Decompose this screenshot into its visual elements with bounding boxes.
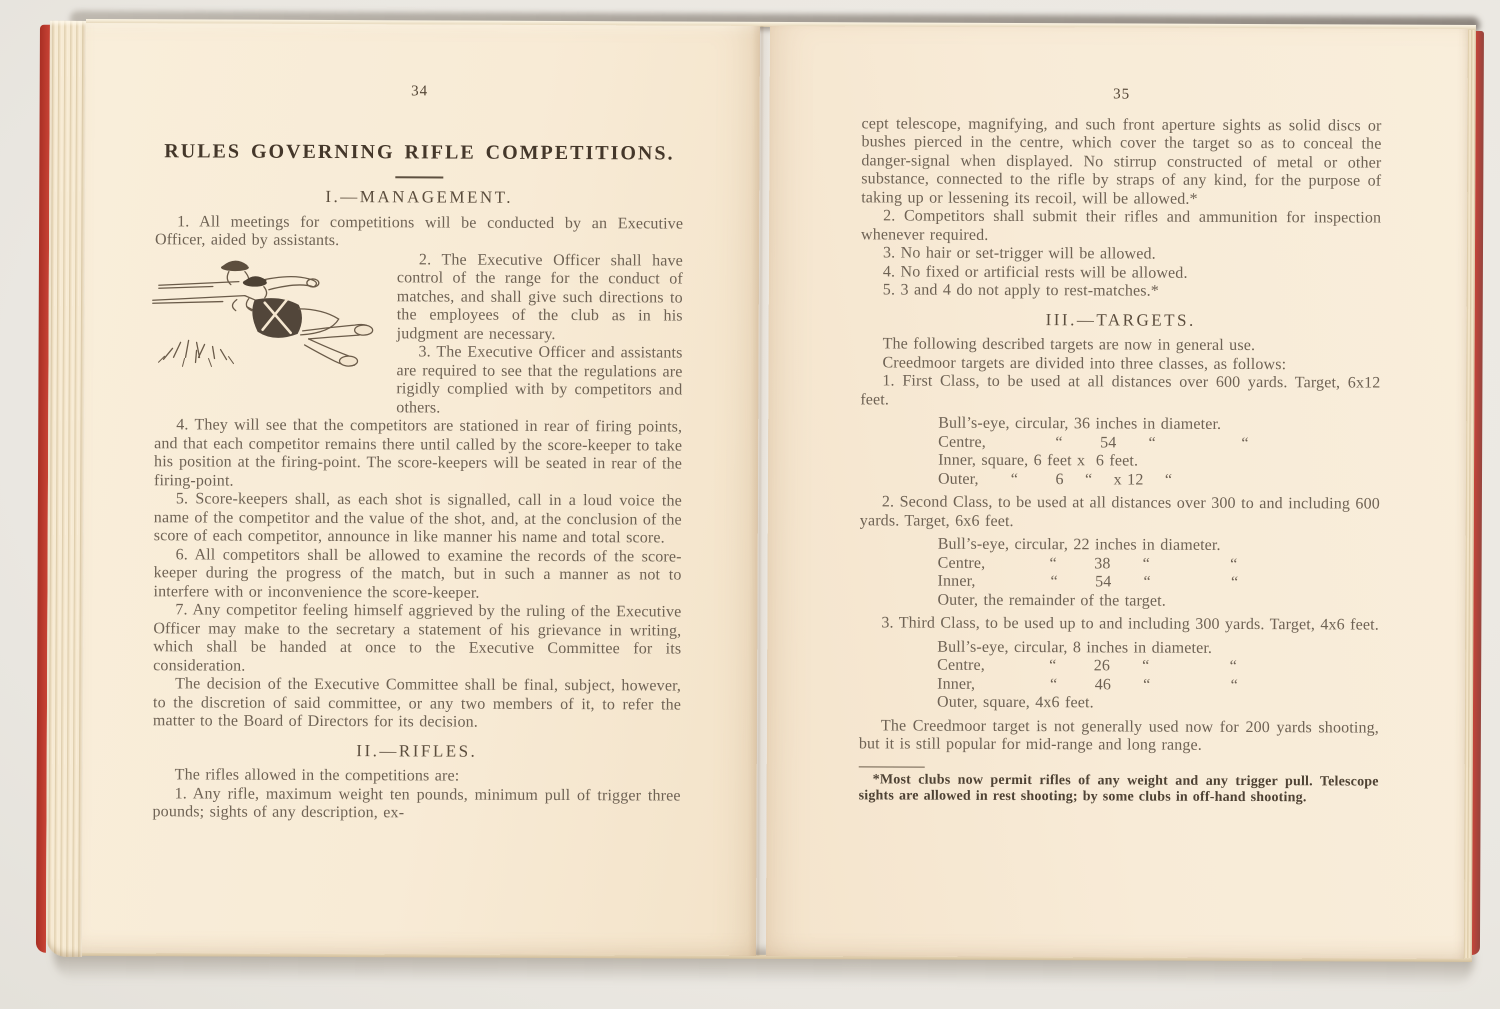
- spec-line: Bull’s-eye, circular, 22 inches in diameter.: [937, 535, 1221, 554]
- paragraph-committee-decision: The decision of the Executive Committee shall be final, subject, however, to the discretion of said committee, or any two members of it, to refer the matter to the Board of Directors for its decision.: [152, 675, 682, 731]
- section-heading-rifles: II.—RIFLES.: [356, 740, 478, 761]
- paragraph-management-6: 6. All competitors shall be allowed to examine the records of the score-keeper during the progress of the match, but in such a manner as not to interfere with or inconvenience the score-keeper.: [153, 545, 682, 602]
- rule-item-4: 4. No fixed or artificial rests will be allowed.: [882, 262, 1188, 282]
- paragraph-rifles-intro: The rifles allowed in the competitions are:: [174, 766, 460, 785]
- spec-line: Inner, “ 46 “ “: [937, 675, 1238, 694]
- page-stack-left-edge: [46, 21, 86, 957]
- target-spec-third-class: [937, 638, 1379, 714]
- spec-line: Outer, the remainder of the target.: [937, 591, 1166, 610]
- target-spec-second-class: [937, 536, 1379, 612]
- footnote-rule: [859, 766, 925, 767]
- section-heading-targets: III.—TARGETS.: [1045, 309, 1196, 330]
- rule-item-3: 3. No hair or set-trigger will be allowed.: [882, 244, 1156, 263]
- paragraph-management-5: 5. Score-keepers shall, as each shot is signalled, call in a loud voice the name of the competitor and the value of the shot, and, at the conclusion of the score of each competitor, announce in like manner his name and total score.: [153, 490, 682, 547]
- page-number-right: 35: [1113, 86, 1131, 103]
- spec-line: Centre, “ 54 “ “: [938, 433, 1249, 452]
- paragraph-management-3: 3. The Executive Officer and assistants are required to see that the regulations are rigidly complied with by competitors and others.: [396, 343, 683, 416]
- spec-line: Inner, square, 6 feet x 6 feet.: [938, 451, 1139, 470]
- open-book: [36, 19, 1484, 967]
- spec-line: Centre, “ 26 “ “: [937, 656, 1237, 675]
- paragraph-second-class: 2. Second Class, to be used at all distances over 300 to and including 600 yards. Target, 6x6 feet.: [859, 493, 1380, 530]
- paragraph-rifles-1: 1. Any rifle, maximum weight ten pounds, minimum pull of trigger three pounds; sights of any description, ex-: [152, 784, 681, 822]
- page-34: [82, 23, 760, 956]
- paragraph-management-2: 2. The Executive Officer shall have control of the range for the conduct of matches, and shall give such directions to the employees of the club as in his judgment are necessary.: [396, 250, 683, 343]
- spec-line: Bull’s-eye, circular, 36 inches in diameter.: [938, 414, 1222, 433]
- target-spec-first-class: [938, 415, 1380, 491]
- title-rule: [395, 176, 443, 178]
- book-gutter-crease: [748, 26, 772, 956]
- page-title: RULES GOVERNING RIFLE COMPETITIONS.: [164, 139, 675, 165]
- spec-line: Outer, “ 6 “ x 12 “: [937, 470, 1173, 489]
- footnote: *Most clubs now permit rifles of any weight and any trigger pull. Telescope sights are allowed in rest shooting; by some clubs in off-hand shooting.: [858, 771, 1379, 806]
- paragraph-rifles-2: 2. Competitors shall submit their rifles and ammunition for inspection whenever required.: [861, 207, 1382, 244]
- paragraph-third-class: 3. Third Class, to be used up to and including 300 yards. Target, 4x6 feet.: [881, 614, 1379, 634]
- spec-line: Outer, square, 4x6 feet.: [936, 693, 1094, 712]
- prone-riflemen-illustration: [150, 252, 385, 401]
- paragraph-management-7: 7. Any competitor feeling himself aggrieved by the ruling of the Executive Officer may make to the secretary a statement of his grievance in writing, which shall be handed at once to the Executive Committee for its consideration.: [153, 601, 682, 675]
- paragraph-creedmoor-note: The Creedmoor target is not generally used now for 200 yards shooting, but it is still popular for mid-range and long range.: [858, 716, 1379, 754]
- paragraph-rifles-1-continued: cept telescope, magnifying, and such front aperture sights as solid discs or bushes pierced in the centre, which cover the target so as to conceal the danger-signal when displayed. No stirrup constructed of metal or other substance, connected to the rifle by straps of any kind, for the purpose of taking up or lessening its recoil, will be allowed.*: [861, 114, 1382, 208]
- rule-item-5: 5. 3 and 4 do not apply to rest-matches.*: [882, 281, 1160, 300]
- section-heading-management: I.—MANAGEMENT.: [325, 186, 514, 207]
- paragraph-management-1: 1. All meetings for competitions will be conducted by an Executive Officer, aided by assistants.: [155, 212, 684, 250]
- spec-line: Bull’s-eye, circular, 8 inches in diameter.: [937, 638, 1213, 657]
- paragraph-targets-intro-2: Creedmoor targets are divided into three classes, as follows:: [882, 353, 1287, 373]
- page-35: [766, 26, 1468, 959]
- paragraph-management-4: 4. They will see that the competitors are stationed in rear of firing points, and that each competitor remains there until called by the score-keeper to take his position at the firing-point. The score-keepers will be seated in rear of the firing-point.: [153, 416, 683, 490]
- spec-line: Inner, “ 54 “ “: [937, 572, 1239, 591]
- page-number-left: 34: [411, 83, 429, 100]
- spec-line: Centre, “ 38 “ “: [937, 554, 1238, 573]
- paragraph-targets-intro-1: The following described targets are now in general use.: [882, 335, 1256, 355]
- paragraph-first-class: 1. First Class, to be used at all distances over 600 yards. Target, 6x12 feet.: [860, 372, 1381, 408]
